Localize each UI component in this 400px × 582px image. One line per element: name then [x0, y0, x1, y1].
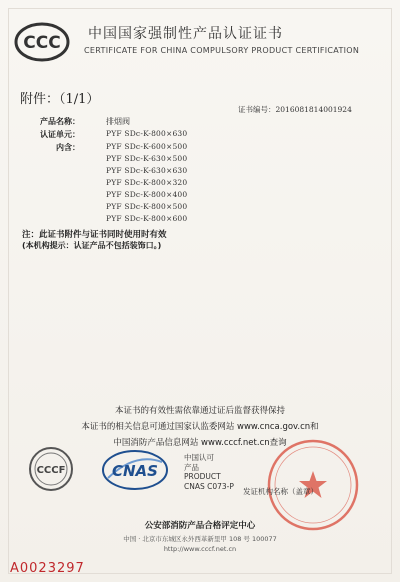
- serial-number: A0023297: [10, 561, 85, 576]
- cccf-logo-text: CCCF: [36, 465, 66, 476]
- annex-title: 附件：（1/1）: [20, 92, 100, 107]
- product-name-value: 排烟阀: [106, 117, 130, 126]
- note-line-1: 注：此证书附件与证书同时使用时有效: [22, 230, 167, 240]
- cert-unit-label: 认证单元：: [40, 130, 80, 139]
- model-item: PYF SDc-K-600×500: [106, 142, 188, 151]
- cnas-line-2: 产品: [184, 463, 199, 472]
- validity-line-3: 中国消防产品信息网站 www.cccf.net.cn查询: [113, 438, 287, 448]
- certificate-title-cn: 中国国家强制性产品认证证书: [88, 26, 283, 42]
- model-item: PYF SDc-K-630×500: [106, 154, 188, 163]
- cnas-logo-icon: [100, 448, 170, 492]
- issuer-website: http://www.cccf.net.cn: [163, 545, 237, 553]
- model-item: PYF SDc-K-800×600: [106, 214, 188, 223]
- issuer-seal-label: 发证机构名称（盖章）: [243, 487, 318, 496]
- model-item: PYF SDc-K-630×630: [106, 166, 188, 175]
- issuer-address: 中国 · 北京市东城区永外西革新里甲 108 号 100077: [123, 535, 277, 543]
- cnas-line-1: 中国认可: [184, 453, 214, 462]
- validity-line-2: 本证书的相关信息可通过国家认监委网站 www.cnca.gov.cn和: [81, 422, 319, 432]
- cccf-logo-icon: [28, 446, 74, 492]
- issuer-center-name: 公安部消防产品合格评定中心: [144, 521, 256, 531]
- cert-unit-value: PYF SDc-K-800×630: [106, 129, 188, 138]
- validity-line-1: 本证书的有效性需依靠通过证后监督获得保持: [114, 406, 285, 416]
- certificate-title-en: CERTIFICATE FOR CHINA COMPULSORY PRODUCT CERTIFICATION: [84, 46, 360, 55]
- model-item: PYF SDc-K-800×500: [106, 202, 188, 211]
- cnas-logo-text: CNAS: [112, 462, 158, 480]
- model-item: PYF SDc-K-800×320: [106, 178, 188, 187]
- contents-label: 内含：: [56, 143, 80, 152]
- cnas-line-3: PRODUCT: [184, 472, 221, 481]
- ccc-logo-text: CCC: [23, 33, 61, 53]
- certificate-number: 证书编号：2016081814001924: [238, 105, 352, 114]
- model-item: PYF SDc-K-800×400: [106, 190, 188, 199]
- cnas-line-4: CNAS C073-P: [184, 482, 234, 491]
- official-seal-icon: [266, 438, 360, 532]
- product-name-label: 产品名称：: [40, 117, 80, 126]
- note-line-2: (本机构提示：认证产品不包括装饰口。): [22, 241, 162, 250]
- ccc-logo-icon: [14, 22, 70, 62]
